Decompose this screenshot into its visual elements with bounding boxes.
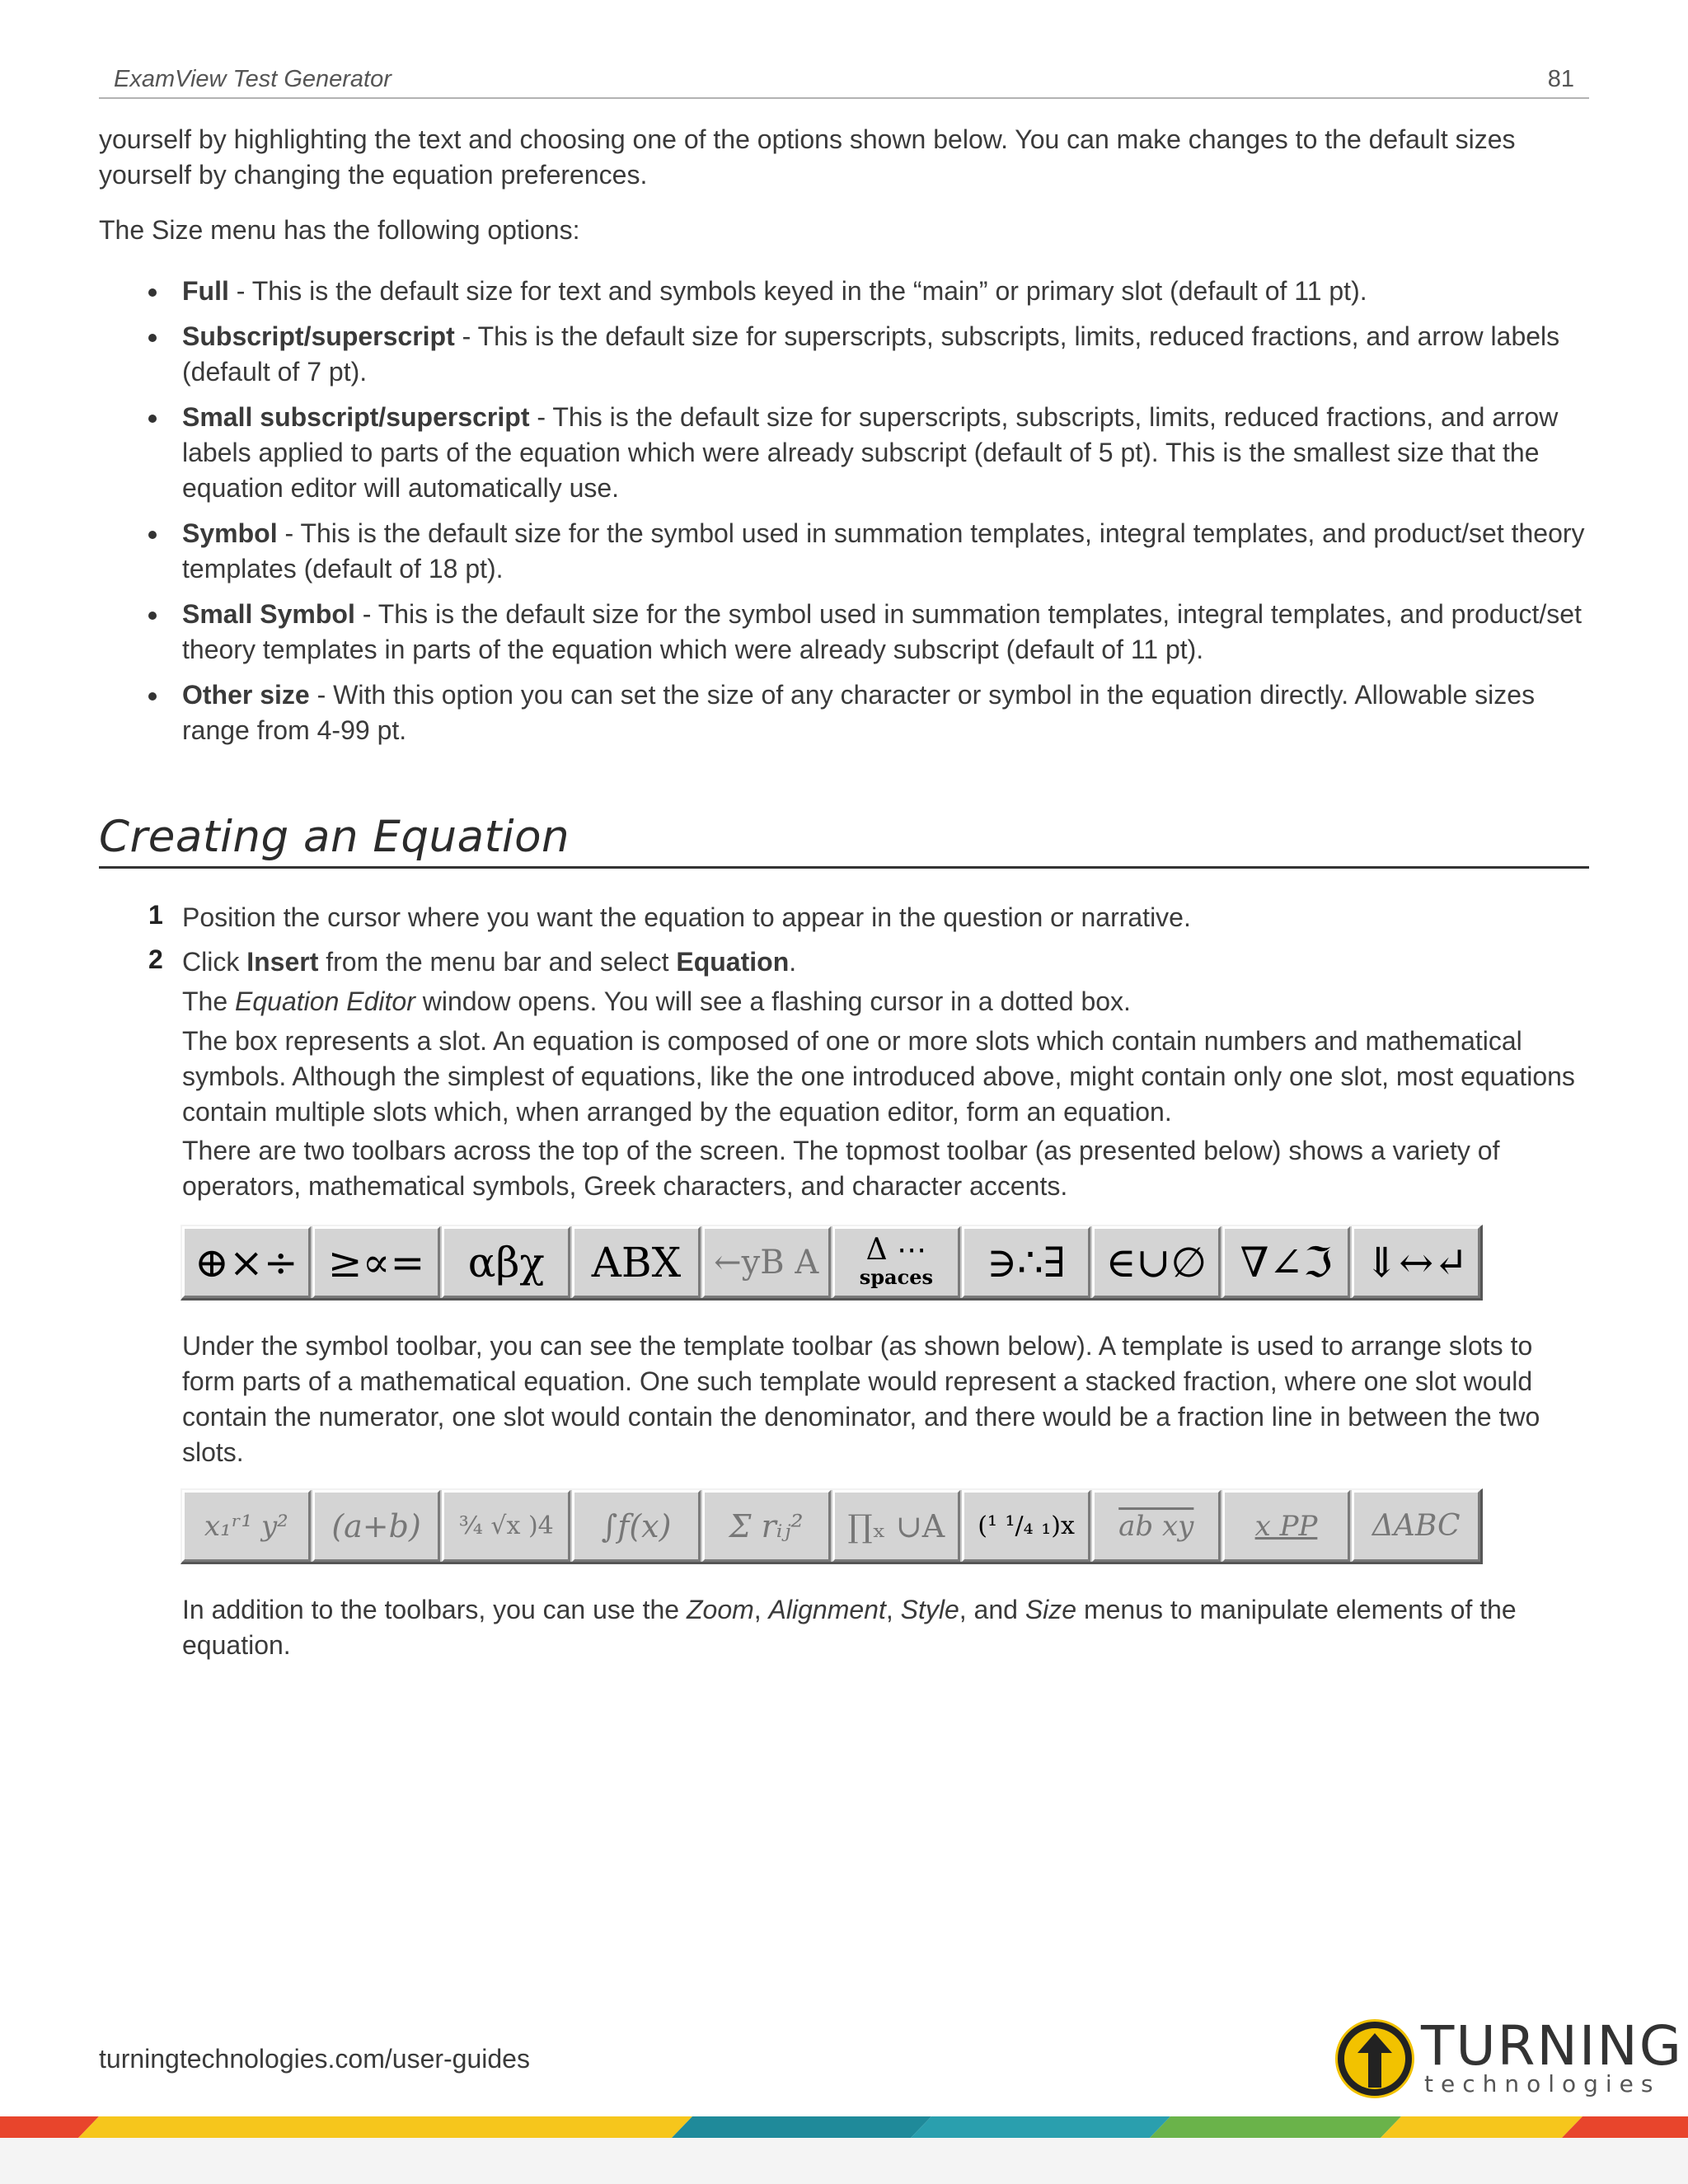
intro-paragraph: yourself by highlighting the text and choosing one of the options shown below. You can make changes to the default sizes yourself by changing the equation preferences. [99,124,1516,190]
option-desc: - This is the default size for superscripts, subscripts, limits, reduced fractions, and arrow labels applied to parts of the equation which were already subscript (default of 5 pt). This is the smallest size that the equation editor will automatically use. [182,402,1559,503]
page-bottom [0,2138,1688,2184]
turning-logo [1335,2014,1683,2102]
set-theory-palette-button[interactable] [1092,1226,1221,1298]
equation-editor-ref: Equation Editor [235,987,415,1016]
spaces-label: spaces [859,1265,933,1289]
misc-symbols-palette-button[interactable] [1222,1226,1351,1298]
logic-icon: ∋∴∃ [987,1238,1067,1286]
option-term: Symbol [182,518,278,548]
page-header [99,64,1589,99]
option-desc: - This is the default size for superscripts, subscripts, limits, reduced fractions, and arrow labels (default of 7 pt). [182,321,1560,387]
arrows-palette-button[interactable] [1352,1226,1480,1298]
step-2-text [182,944,1589,980]
bullet-icon [148,288,157,297]
bullet-icon [148,692,157,701]
size-options-list [148,274,1589,758]
option-term: Small subscript/superscript [182,402,530,432]
logo-arrow-icon [1335,2019,1414,2098]
set-theory-icon: ∈∪∅ [1105,1238,1207,1286]
step-1-text: Position the cursor where you want the equation to appear in the question or narrative. [182,902,1191,932]
option-desc: - With this option you can set the size of any character or symbol in the equation directly. Allowable sizes range from 4-99 pt. [182,680,1536,745]
section-heading [99,812,1589,869]
arrow-label-icon: x PP [1254,1509,1318,1543]
equation-menu-ref: Equation [676,947,790,977]
text-run: , and [959,1595,1025,1624]
overbar-template-button[interactable] [1092,1490,1221,1562]
toolbar-explanation: There are two toolbars across the top of the screen. The topmost toolbar (as presented below) shows a variety of operators, mathematical symbols, Greek characters, and character accents. [182,1136,1500,1201]
text-run: , [753,1595,769,1624]
relations-icon: ≥∝= [327,1238,425,1286]
summation-icon: Σ rᵢⱼ² [729,1507,804,1544]
text-style-icon: ABX [591,1238,682,1286]
step-number: 2 [148,944,163,974]
text-run: from the menu bar and select [318,947,677,977]
insert-menu-ref: Insert [246,947,319,977]
size-menu-intro: The Size menu has the following options: [99,215,580,245]
operators-icon: ⊕×÷ [195,1238,298,1286]
spaces-palette-button[interactable] [832,1226,961,1298]
fraction-radical-template-button[interactable] [442,1490,570,1562]
bullet-icon [148,334,157,342]
alignment-menu-ref: Alignment [768,1595,886,1624]
step-number: 1 [148,900,163,930]
misc-symbols-icon: ∇∠ℑ [1240,1238,1333,1286]
option-term: Full [182,276,229,306]
list-item [148,274,1589,309]
list-item [148,677,1589,748]
logo-subtext: technologies [1424,2070,1661,2097]
editor-opens-text [182,984,1589,1019]
text-run: , [885,1595,901,1624]
logo-wordmark: TURNING [1421,2014,1683,2078]
embellishments-icon: ←yB A [714,1243,819,1282]
integral-template-button[interactable] [572,1490,701,1562]
spacing-palette-button[interactable] [572,1226,701,1298]
product-set-template-button[interactable] [832,1490,961,1562]
style-menu-ref: Style [900,1595,959,1624]
fences-icon: (a+b) [331,1507,421,1544]
option-term: Other size [182,680,310,710]
bullet-icon [148,612,157,620]
option-desc: - This is the default size for the symbol used in summation templates, integral templates, and product/set theory templates (default of 18 pt). [182,518,1585,583]
list-item [148,400,1589,506]
greek-letters-icon: αβχ [467,1238,545,1286]
matrix-icon: (¹ ¹/₄ ₁)x [978,1511,1075,1540]
embellishments-palette-button[interactable] [702,1226,831,1298]
menus-explanation [182,1592,1589,1663]
arrows-icon: ⇓↔↵ [1364,1238,1469,1286]
text-run: window opens. You will see a flashing cursor in a dotted box. [415,987,1131,1016]
text-run: . [789,947,797,977]
symbol-toolbar [181,1225,1483,1301]
zoom-menu-ref: Zoom [686,1595,754,1624]
text-run: The [182,987,236,1016]
option-desc: - This is the default size for text and symbols keyed in the “main” or primary slot (default of 11 pt). [228,276,1367,306]
geometry-template-button[interactable] [1352,1490,1480,1562]
fraction-radical-icon: ¾ √x )4 [458,1511,554,1540]
integral-icon: ∫f(x) [601,1507,672,1544]
fences-template-button[interactable] [312,1490,441,1562]
bullet-icon [148,415,157,423]
footer-color-stripe [0,2116,1688,2138]
text-run: menus to manipulate elements of the equation. [182,1595,1517,1660]
list-item [148,516,1589,587]
overbar-icon: ab xy [1118,1509,1194,1543]
header-title: ExamView Test Generator [114,66,392,92]
triangle-icon: ΔABC [1372,1508,1461,1543]
bullet-icon [148,531,157,539]
summation-template-button[interactable] [702,1490,831,1562]
text-run: In addition to the toolbars, you can use the [182,1595,687,1624]
option-term: Subscript/superscript [182,321,455,351]
page-number: 81 [1547,66,1574,92]
option-desc: - This is the default size for the symbol used in summation templates, integral templates, and product/set theory templates in parts of the equation which were already subscript (default of 11 pt). [182,599,1582,664]
list-item [148,319,1589,390]
relations-palette-button[interactable] [312,1226,441,1298]
logic-palette-button[interactable] [962,1226,1090,1298]
text-run: Click [182,947,247,977]
spaces-icon: Δ ⋯ [865,1233,927,1267]
product-union-icon: ∏ₓ ∪A [847,1507,945,1544]
option-term: Small Symbol [182,599,355,629]
list-item [148,597,1589,668]
greek-palette-button[interactable] [442,1226,570,1298]
template-toolbar [181,1488,1483,1564]
size-menu-ref: Size [1025,1595,1077,1624]
scripts-template-button[interactable] [182,1490,311,1562]
arrow-label-template-button[interactable] [1222,1490,1351,1562]
section-title: Creating an Equation [99,812,570,862]
footer-link[interactable]: turningtechnologies.com/user-guides [99,2044,530,2074]
slot-explanation: The box represents a slot. An equation is composed of one or more slots which contain numbers and mathematical symbols. Although the simplest of equations, like the one introduced above, might contain only one slot, most equations contain multiple slots which, when arranged by the equation editor, form an equation. [182,1026,1575,1127]
template-explanation: Under the symbol toolbar, you can see the template toolbar (as shown below). A template is used to arrange slots to form parts of a mathematical equation. One such template would represent a stacked fraction, where one slot would contain the numerator, one slot would contain the denominator, and there would be a fraction line in between the two slots. [182,1331,1540,1467]
scripts-icon: x₁ʳ¹ y² [204,1509,288,1543]
matrix-template-button[interactable] [962,1490,1090,1562]
operators-palette-button[interactable] [182,1226,311,1298]
